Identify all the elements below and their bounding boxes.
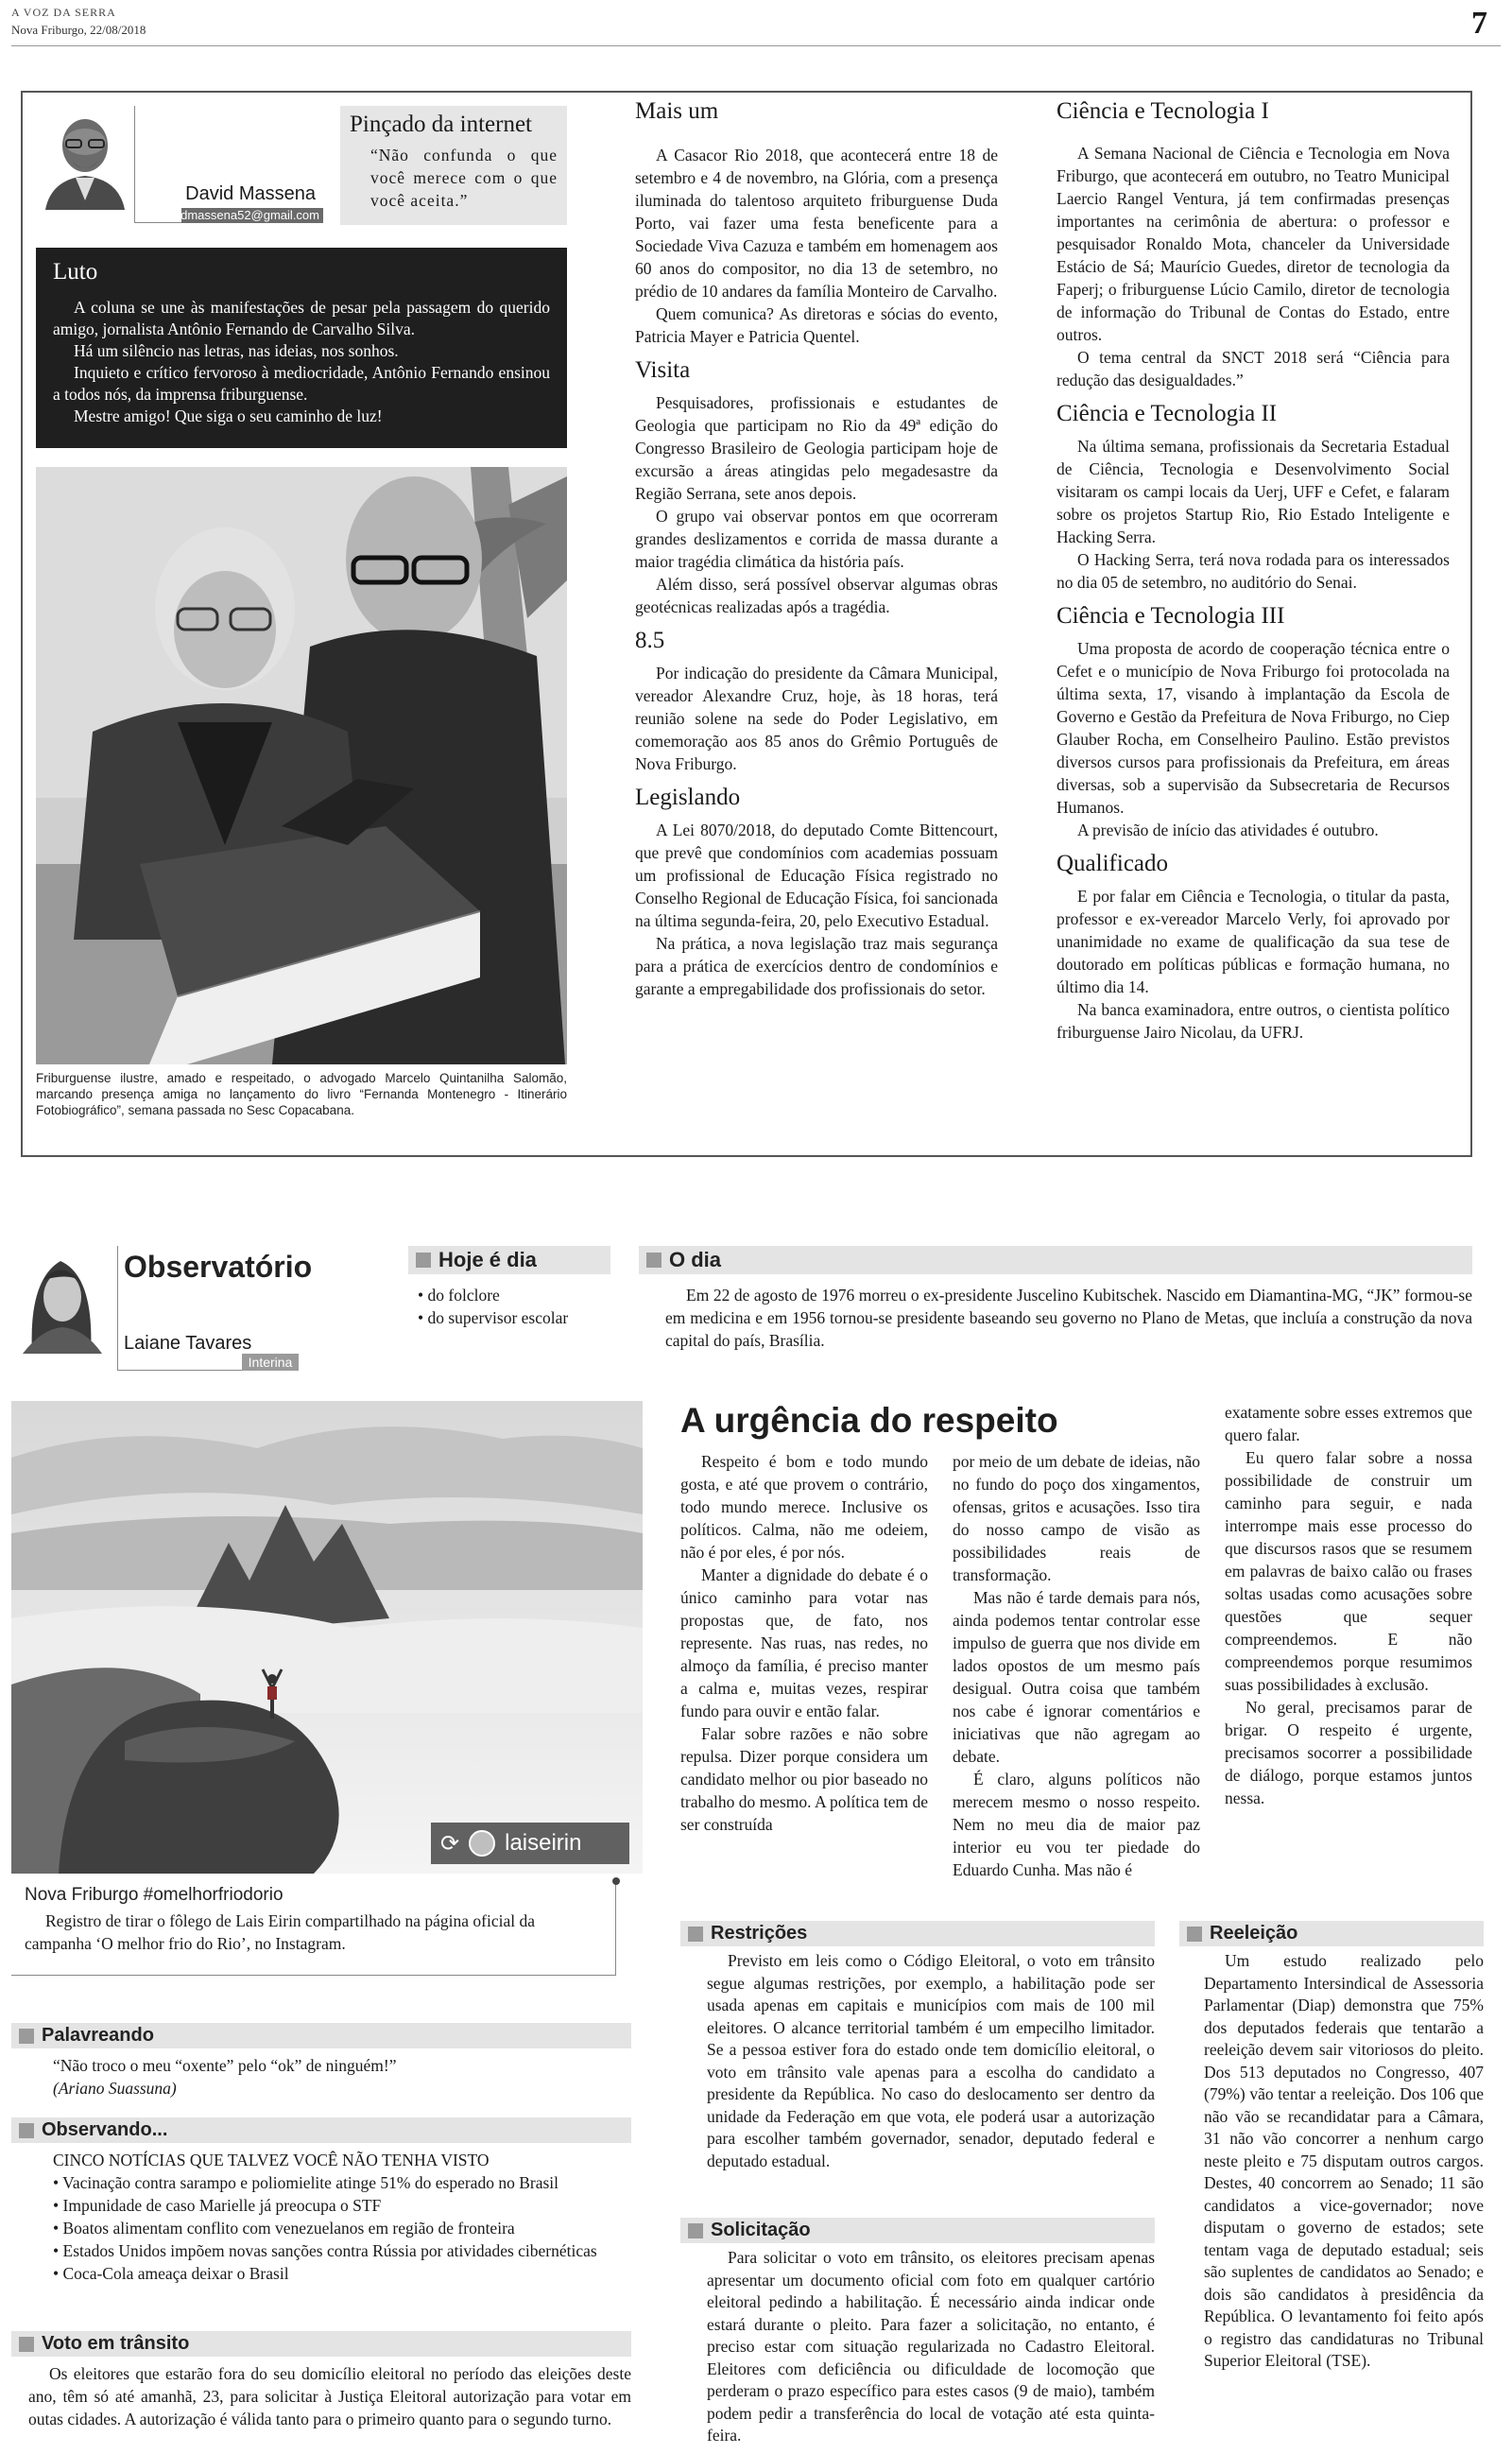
photo-caption: Registro de tirar o fôlego de Lais Eirin compartilhado na página oficial da campanha ‘O melhor frio do Rio’, no Instagram. [25,1911,536,1953]
square-bullet-icon [688,2223,703,2238]
middle-column [635,98,998,1000]
editorial-col-2: por meio de um debate de ideias, não no fundo do poço dos xingamentos, ofensas, gritos e acusações. Isso tira do nosso campo de visão as possibilidades reais de transformação. Mas não é tarde demais para nós, ainda podemos tentar controlar esse impulso de guerra que nos divide em lados opostos de um mesmo país desigual. Outra coisa que também nos cabe é ignorar comentários e iniciativas que não agregam ao debate. É claro, alguns políticos não merecem mesmo o nosso respeito. Nem no meu dia de maior paz interior eu vou ter piedade do Eduardo Cunha. Mas não é [953,1452,1200,1879]
author-avatar-david [38,106,129,210]
list-item: • do supervisor escolar [418,1308,569,1327]
restricoes [680,1921,1155,2172]
section-ciencia-2: Ciência e Tecnologia II Na última semana, profissionais da Secretaria Estadual de Ciência, Tecnologia e Desenvolvimento Social visitaram os campi locais da Uerj, UFF e Cefet, e falaram sobre os projetos Startup Rio, Rio Estado Inteligente e Hacking Serra. O Hacking Serra, terá nova rodada para os interessados no dia 05 de setembro, no auditório do Senai. [1057,401,1450,592]
caption-corner-dot [612,1877,620,1885]
masthead-rule [11,45,1501,46]
editorial-col-3: exatamente sobre esses extremos que quero falar. Eu quero falar sobre a nossa possibilidade de construir um caminho para seguir, e nada interrompe mais esse processo do que discursos rasos que se resumem em palavras de baixo calão ou frases soltas usadas como acusações sobre questões que sequer compreendemos. E não compreendemos porque resumimos suas possibilidades à exclusão. No geral, precisamos parar de brigar. O respeito é urgente, precisamos socorrer a possibilidade de diálogo, porque estamos juntos nessa. [1225,1403,1472,1807]
square-bullet-icon [1187,1927,1202,1942]
masthead-paper-name: A VOZ DA SERRA [11,6,116,19]
section-8-5: 8.5 Por indicação do presidente da Câmara Municipal, vereador Alexandre Cruz, hoje, às 18 horas, terá reunião solene na sede do Poder Legislativo, em comemoração aos 85 anos do Grêmio Português de Nova Friburgo. [635,628,998,773]
observatorio-header [117,1246,313,1371]
section-title: 8.5 [635,628,665,653]
profile-avatar-icon [469,1830,495,1857]
palavreando-author: (Ariano Suassuna) [53,2079,177,2098]
section-visita: Visita Pesquisadores, profissionais e estudantes de Geologia que participam no Rio da 49ª edição do Congresso Brasileiro de Geologia participam hoje de excursão a áreas atingidas pelo megadesastre da Região Serrana, sete anos depois. O grupo vai observar pontos em que ocorreram grandes deslizamentos e corrida de massa durante a maior tragédia climática da história país. Além disso, será possível observar algumas obras geotécnicas realizadas após a tragédia. [635,357,998,616]
page-number: 7 [1471,6,1487,41]
section-title: Visita [635,357,691,383]
restricoes-text: Previsto em leis como o Código Eleitoral, o voto em trânsito segue algumas restrições, por exemplo, a habilitação pode ser usada apenas em capitais e municípios com mais de 100 mil eleitores. O alcance territorial também é um empecilho limitador. Se a pessoa estiver fora do estado onde tem domicílio eleitoral, o voto em trânsito vale apenas para a escolha do candidato a presidente da República. No caso do deslocamento ser dentro da unidade da Federação em que vota, ele poderá usar a autorização para escolher também governador, senador, deputado federal e deputado estadual. [707,1951,1155,2170]
observando [11,2117,631,2285]
masthead-date: Nova Friburgo, 22/08/2018 [11,23,146,37]
luto-box [36,248,567,448]
section-title: Mais um [635,98,719,124]
section-title: Ciência e Tecnologia I [1057,98,1269,124]
solicitacao-title: Solicitação [711,2220,811,2240]
voto-em-transito-title: Voto em trânsito [42,2333,190,2354]
photo-title: Nova Friburgo #omelhorfriodorio [25,1885,284,1905]
section-ciencia-1: Ciência e Tecnologia I A Semana Nacional de Ciência e Tecnologia em Nova Friburgo, que acontecerá em outubro, no Teatro Municipal Laercio Rangel Ventura, já tem confirmadas presenças importantes na cerimônia de abertura: o professor e pesquisador Ronaldo Mota, chanceler da Universidade Estácio de Sá; Maurício Guedes, diretor de tecnologia da Faperj; o friburguense Lúcio Camilo, diretor de tecnologia de informação do Tribunal de Contas do Estado, entre outros. O tema central da SNCT 2018 será “Ciência para redução das desigualdades.” [1057,98,1450,389]
section-title: Ciência e Tecnologia II [1057,401,1278,426]
editorial [680,1401,1482,1881]
masthead [11,6,1501,43]
section-legislando: Legislando A Lei 8070/2018, do deputado Comte Bittencourt, que prevê que condomínios com academias possuam um profissional de Educação Física registrado no Conselho Regional de Educação Física, foi sancionada na última segunda-feira, 20, pelo Executivo Estadual. Na prática, a nova legislação traz mais segurança para a prática de exercícios dentro de condomínios e garante a empregabilidade dos profissionais do setor. [635,785,998,998]
o-dia-text: Em 22 de agosto de 1976 morreu o ex-presidente Juscelino Kubitschek. Nascido em Diamantina-MG, “JK” formou-se em medicina e em 1956 tornou-se presidente baseando seu governo no Plano de Metas, que incluía a construção da nova capital do país, Brasília. [665,1286,1472,1350]
section-title: Ciência e Tecnologia III [1057,603,1285,629]
list-item: • Impunidade de caso Marielle já preocupa o STF [53,2196,382,2215]
author-box [134,106,323,223]
right-column [1057,98,1450,1044]
observando-list [53,2171,631,2285]
reeleicao-text: Um estudo realizado pelo Departamento Intersindical de Assessoria Parlamentar (Diap) demonstra que 75% dos deputados federais que tentarão a reeleição devem sair vitoriosos do pleito. Dos 513 deputados no Congresso, 407 (79%) vão tentar a reeleição. Dos 106 que não vão se recandidatar para a Câmara, 31 não vão concorrer a nenhum cargo neste pleito e 75 disputam outros cargos. Destes, 40 concorrem ao Senado; 11 são candidatos a vice-governador; nove disputam o governo de estados; sete tentam vaga de deputado estadual; seis são suplentes de candidatos ao Senado; e dois são candidatos à presidência da República. O levantamento foi feito após o registro das candidaturas no Tribunal Superior Eleitoral (TSE). [1204,1951,1484,2370]
o-dia-title: O dia [669,1248,722,1271]
square-bullet-icon [19,2123,34,2138]
pincado-title: Pinçado da internet [350,112,532,137]
list-item: • Vacinação contra sarampo e poliomielite atinge 51% do esperado no Brasil [53,2173,559,2192]
pincado-box [340,106,567,225]
square-bullet-icon [19,2337,34,2352]
list-item: • do folclore [418,1286,500,1305]
editorial-title: A urgência do respeito [680,1401,1058,1440]
editorial-col-1: Respeito é bom e todo mundo gosta, e até que provem o contrário, todo mundo merece. Inclusive os políticos. Calma, não me odeiem, não é por eles, é por nós. Manter a dignidade do debate é o único caminho para votar nas propostas que, de fato, nos represente. Nas ruas, nas redes, no almoço da família, é preciso manter a calma e, muitas vezes, respirar fundo para ouvir e então falar. Falar sobre razões e não sobre repulsa. Dizer porque considera um candidato melhor ou pior baseado no trabalho do mesmo. A política tem de ser construída [680,1452,928,1834]
restricoes-title: Restrições [711,1923,808,1944]
solicitacao-text: Para solicitar o voto em trânsito, os eleitores precisam apenas apresentar um documento oficial com foto em qualquer cartório eleitoral pedindo a habilitação. É necessário ainda indicar onde estará durante o pleito. Para fazer a solicitação, no entanto, é preciso estar com situação regularizada no Cadastro Eleitoral. Eleitores com deficiência ou dificuldade de locomoção que perderam o prazo específico para estes casos (9 de maio), também podem pedir a transferência do local de votação até esta quinta-feira. [707,2248,1155,2445]
section-mais-um: Mais um A Casacor Rio 2018, que acontecerá entre 18 de setembro e 4 de novembro, na Glória, com a presença iluminada do talentoso arquiteto friburguense Duda Porto, vai fazer uma festa beneficente para a Sociedade Viva Cazuza e também em homenagem aos 60 anos do compositor, no dia 13 de setembro, no prédio de 10 andares da família Monteiro de Carvalho. Quem comunica? As diretoras e sócias do evento, Patricia Mayer e Patricia Quentel. [635,98,998,346]
author-name: David Massena [185,183,316,204]
observando-intro: CINCO NOTÍCIAS QUE TALVEZ VOCÊ NÃO TENHA VISTO [53,2151,490,2169]
palavreando-title: Palavreando [42,2025,154,2046]
square-bullet-icon [416,1253,431,1268]
square-bullet-icon [19,2029,34,2044]
o-dia [639,1246,1472,1352]
voto-em-transito-text: Os eleitores que estarão fora do seu domicílio eleitoral no período das eleições deste ano, têm só até amanhã, 23, para solicitar à Justiça Eleitoral autorização para votar em outas cidades. A autorização é válida tanto para o primeiro quanto para o segundo turno. [28,2364,631,2428]
hoje-e-dia-list [408,1284,610,1329]
palavreando [11,2023,631,2100]
mountain-photo-caption [11,1881,616,1976]
list-item: • Estados Unidos impõem novas sanções contra Rússia por atividades cibernéticas [53,2241,597,2260]
observatorio-author: Laiane Tavares [124,1333,252,1354]
observatorio-role: Interina [242,1354,299,1371]
solicitacao [680,2218,1155,2447]
mountain-photo [11,1401,643,1874]
palavreando-quote: “Não troco o meu “oxente” pelo “ok” de ninguém!” [53,2056,397,2075]
event-photo [36,467,567,1064]
author-email[interactable]: davidmassena52@gmail.com [158,208,319,222]
pincado-quote: “Não confunda o que você merece com o que você aceita.” [370,146,558,210]
author-avatar-laiane [13,1242,108,1354]
hoje-e-dia-title: Hoje é dia [438,1248,537,1271]
repost-icon: ⟳ [440,1830,460,1857]
luto-title: Luto [53,259,98,285]
list-item: • Coca-Cola ameaça deixar o Brasil [53,2264,289,2283]
section-title: Qualificado [1057,851,1169,876]
square-bullet-icon [688,1927,703,1942]
reeleicao-title: Reeleição [1210,1923,1298,1944]
list-item: • Boatos alimentam conflito com venezuelanos em região de fronteira [53,2219,515,2238]
section-qualificado: Qualificado E por falar em Ciência e Tecnologia, o titular da pasta, professor e ex-vereador Marcelo Verly, foi aprovado por unanimidade no exame de qualificação da sua tese de doutorado em políticas públicas e formação humana, no último dia 14. Na banca examinadora, entre outros, o cientista político friburguense Jairo Nicolau, da UFRJ. [1057,851,1450,1042]
square-bullet-icon [646,1253,662,1268]
voto-em-transito [11,2331,631,2430]
luto-body: A coluna se une às manifestações de pesar pela passagem do querido amigo, jornalista Antônio Fernando de Carvalho Silva. Há um silêncio nas letras, nas ideias, nos sonhos. Inquieto e crítico fervoroso à mediocridade, Antônio Fernando ensinou a todos nós, da imprensa friburguense. Mestre amigo! Que siga o seu caminho de luz! [53,298,550,425]
observatorio-title: Observatório [124,1250,313,1284]
section-ciencia-3: Ciência e Tecnologia III Uma proposta de acordo de cooperação técnica entre o Cefet e o município de Nova Friburgo foi protocolada na última sexta, 17, visando à implantação da Escola de Governo e Gestão da Prefeitura de Nova Friburgo, no Ciep Glauber Rocha, em Conselheiro Paulino. Estão previstos diversos cursos para profissionais da Prefeitura, em áreas diversas, sob a supervisão da Subsecretaria de Recursos Humanos. A previsão de início das atividades é outubro. [1057,603,1450,839]
event-photo-caption: Friburguense ilustre, amado e respeitado, o advogado Marcelo Quintanilha Salomão, marcando presença amiga no lançamento do livro “Fernanda Montenegro - Itinerário Fotobiográfico”, semana passada no Sesc Copacabana. [36,1071,567,1117]
instagram-repost-badge [431,1823,629,1864]
observando-title: Observando... [42,2119,168,2140]
section-title: Legislando [635,785,741,810]
reeleicao [1179,1921,1484,2373]
instagram-handle: laiseirin [505,1830,582,1856]
hoje-e-dia [408,1246,610,1329]
